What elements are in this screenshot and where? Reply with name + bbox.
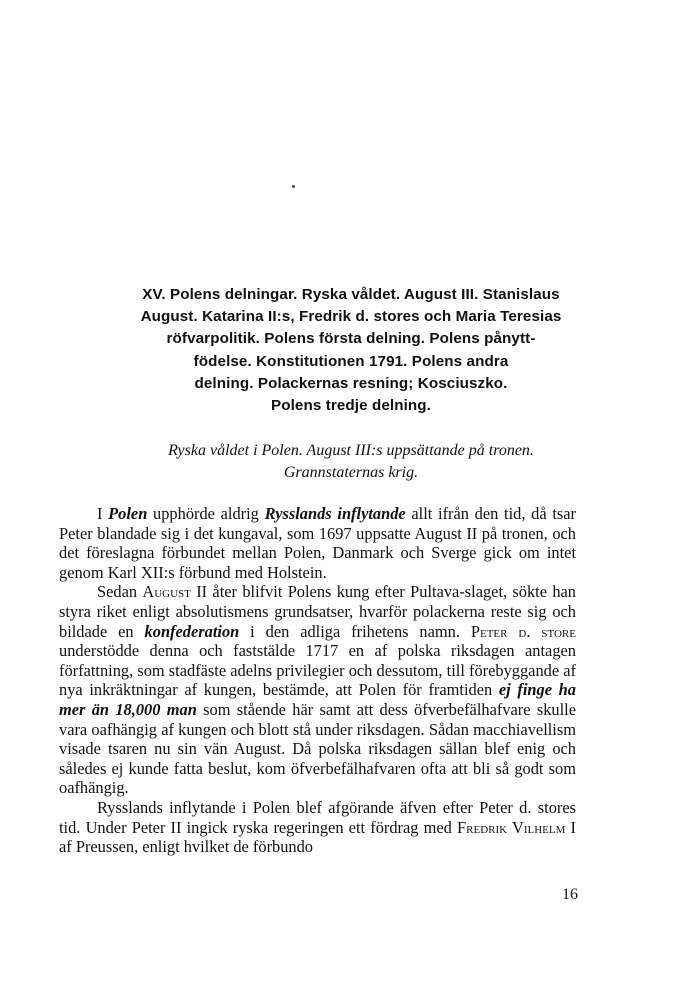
subtitle-line: Ryska våldet i Polen. August III:s uppsättande på tronen. [168,442,534,459]
page-number: 16 [562,886,578,903]
paragraph [59,504,576,582]
section-subtitle [58,440,644,484]
heading-line: födelse. Konstitutionen 1791. Polens andra [193,352,509,370]
heading-line: XV. Polens delningar. Ryska våldet. August III. Stanislaus [142,286,560,303]
stray-mark [292,185,295,188]
subtitle-line: Grannstaternas krig. [283,464,419,481]
text-run: som stående här samt att dess öfverbefälhafvare skulle vara oafhängig af kungen och blott stå under riksdagen. Sådan macchiavellism visade tsaren nu sin vän August. Då polska riksdagen sällan blef enig och således ej kunde fatta beslut, kom öfverbefälhafvaren ofta att bli så godt som oafhängig. [59,699,576,798]
heading-line: delning. Polackernas resning; Kosciuszko. [194,374,508,392]
text-run: upphörde aldrig [147,504,265,523]
paragraph [59,582,576,798]
emphasis: Rysslands inflytande [264,504,406,523]
emphasis: konfederation [144,621,240,641]
small-caps-name: August [142,582,191,602]
heading-line: Polens tredje delning. [270,397,431,415]
emphasis: ej finge ha mer än 18,000 man [59,680,576,719]
text-run: I [97,504,109,523]
paragraph [59,798,576,857]
text-run: understödde denna och faststälde 1717 en af polska riksdagen antagen författning, som stadfäste adelns privilegier och dessutom, till förebyggande af nya inkräktningar af kungen, bestämde, att Polen för framtiden [59,641,576,700]
heading-line: röfvarpolitik. Polens första delning. Polens pånytt- [166,330,536,348]
body-text [59,504,576,857]
chapter-heading [58,284,644,417]
heading-line: August. Katarina II:s, Fredrik d. stores och Maria Teresias [140,308,562,326]
text-run: I af Preussen, enligt hvilket de förbundo [59,817,577,857]
text-run: allt ifrån den tid, då tsar Peter blandade sig i det kungaval, som 1697 uppsatte August II på tronen, och det föreslagna förbundet mellan Polen, Danmark och Sverge gick om intet genom Karl XII:s förbund med Holstein. [59,504,576,582]
text-run: Sedan [97,582,143,602]
emphasis: Polen [108,504,148,523]
text-run: i den adliga frihetens namn. [239,621,471,641]
text-run: Rysslands inflytande i Polen blef afgörande äfven efter Peter d. stores tid. Under Peter II ingick ryska regeringen ett fördrag med [59,797,576,837]
small-caps-name: Peter d. store [470,621,576,641]
small-caps-name: Fredrik Vilhelm [457,817,566,837]
text-run: II åter blifvit Polens kung efter Pultava-slaget, sökte han styra riket enligt absolutismens grundsatser, hvarför polackerna reste sig och bildade en [59,582,576,641]
